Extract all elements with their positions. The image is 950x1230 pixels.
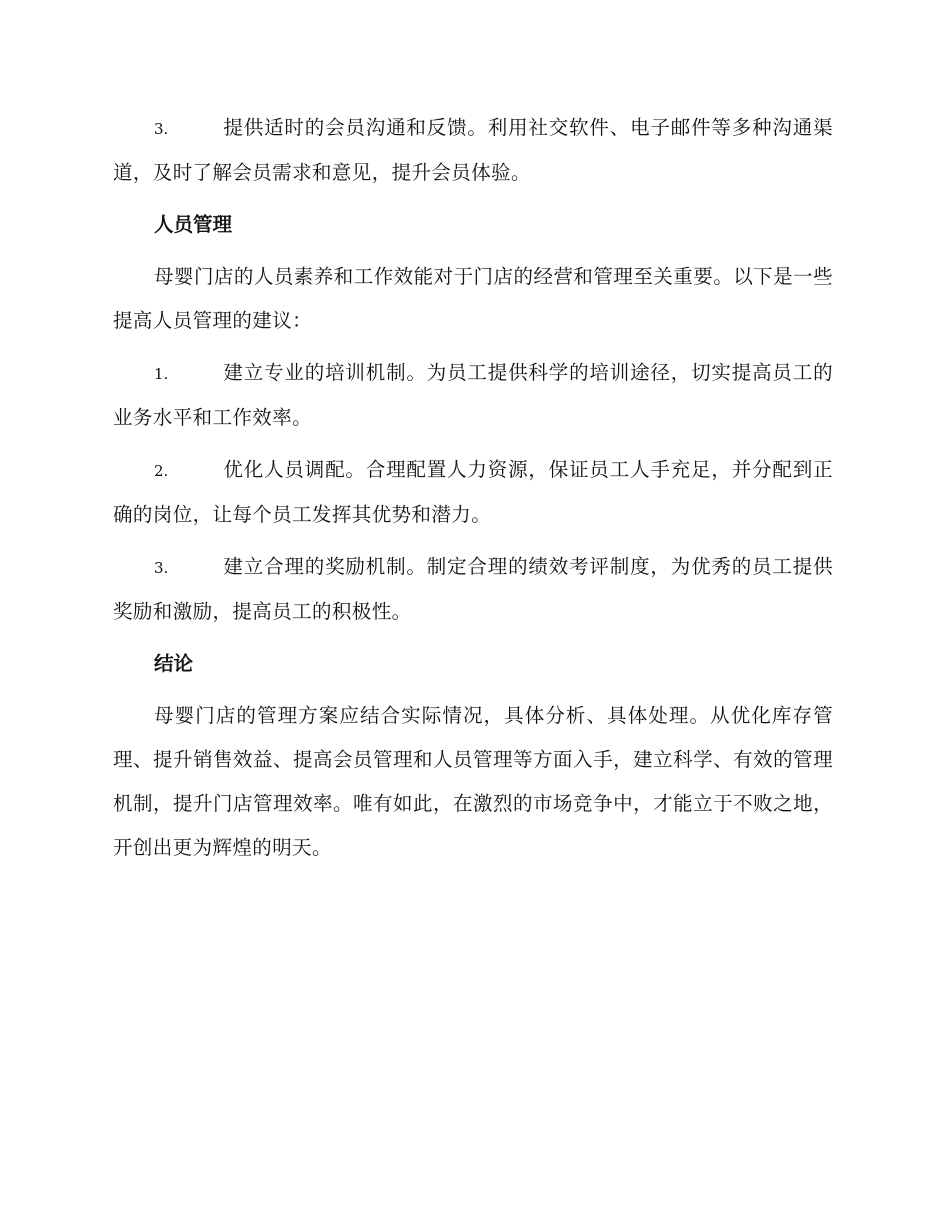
list-item-number: 3. xyxy=(154,120,169,138)
staff-intro-paragraph: 母婴门店的人员素养和工作效能对于门店的经营和管理至关重要。以下是一些提高人员管理的建议： xyxy=(113,265,833,332)
list-item-number: 3. xyxy=(154,559,169,577)
list-item-text: 优化人员调配。合理配置人力资源，保证员工人手充足，并分配到正确的岗位，让每个员工发挥其优势和潜力。 xyxy=(113,458,833,526)
staff-list-item-3 xyxy=(113,545,833,634)
list-item-text: 建立专业的培训机制。为员工提供科学的培训途径，切实提高员工的业务水平和工作效率。 xyxy=(113,361,833,429)
section-heading-conclusion: 结论 xyxy=(154,652,194,675)
document-body xyxy=(113,106,833,878)
section-heading-staff: 人员管理 xyxy=(154,213,233,236)
list-item-text: 提供适时的会员沟通和反馈。利用社交软件、电子邮件等多种沟通渠道，及时了解会员需求和意见，提升会员体验。 xyxy=(113,116,833,184)
staff-list-item-2 xyxy=(113,448,833,537)
conclusion-paragraph: 母婴门店的管理方案应结合实际情况，具体分析、具体处理。从优化库存管理、提升销售效益、提高会员管理和人员管理等方面入手，建立科学、有效的管理机制，提升门店管理效率。唯有如此，在激烈的市场竞争中，才能立于不败之地，开创出更为辉煌的明天。 xyxy=(113,704,833,859)
list-item-number: 1. xyxy=(154,365,169,383)
list-item-text: 建立合理的奖励机制。制定合理的绩效考评制度，为优秀的员工提供奖励和激励，提高员工的积极性。 xyxy=(113,555,833,623)
staff-list-item-1 xyxy=(113,351,833,440)
list-item-number: 2. xyxy=(154,462,169,480)
membership-list-item-3 xyxy=(113,106,833,195)
